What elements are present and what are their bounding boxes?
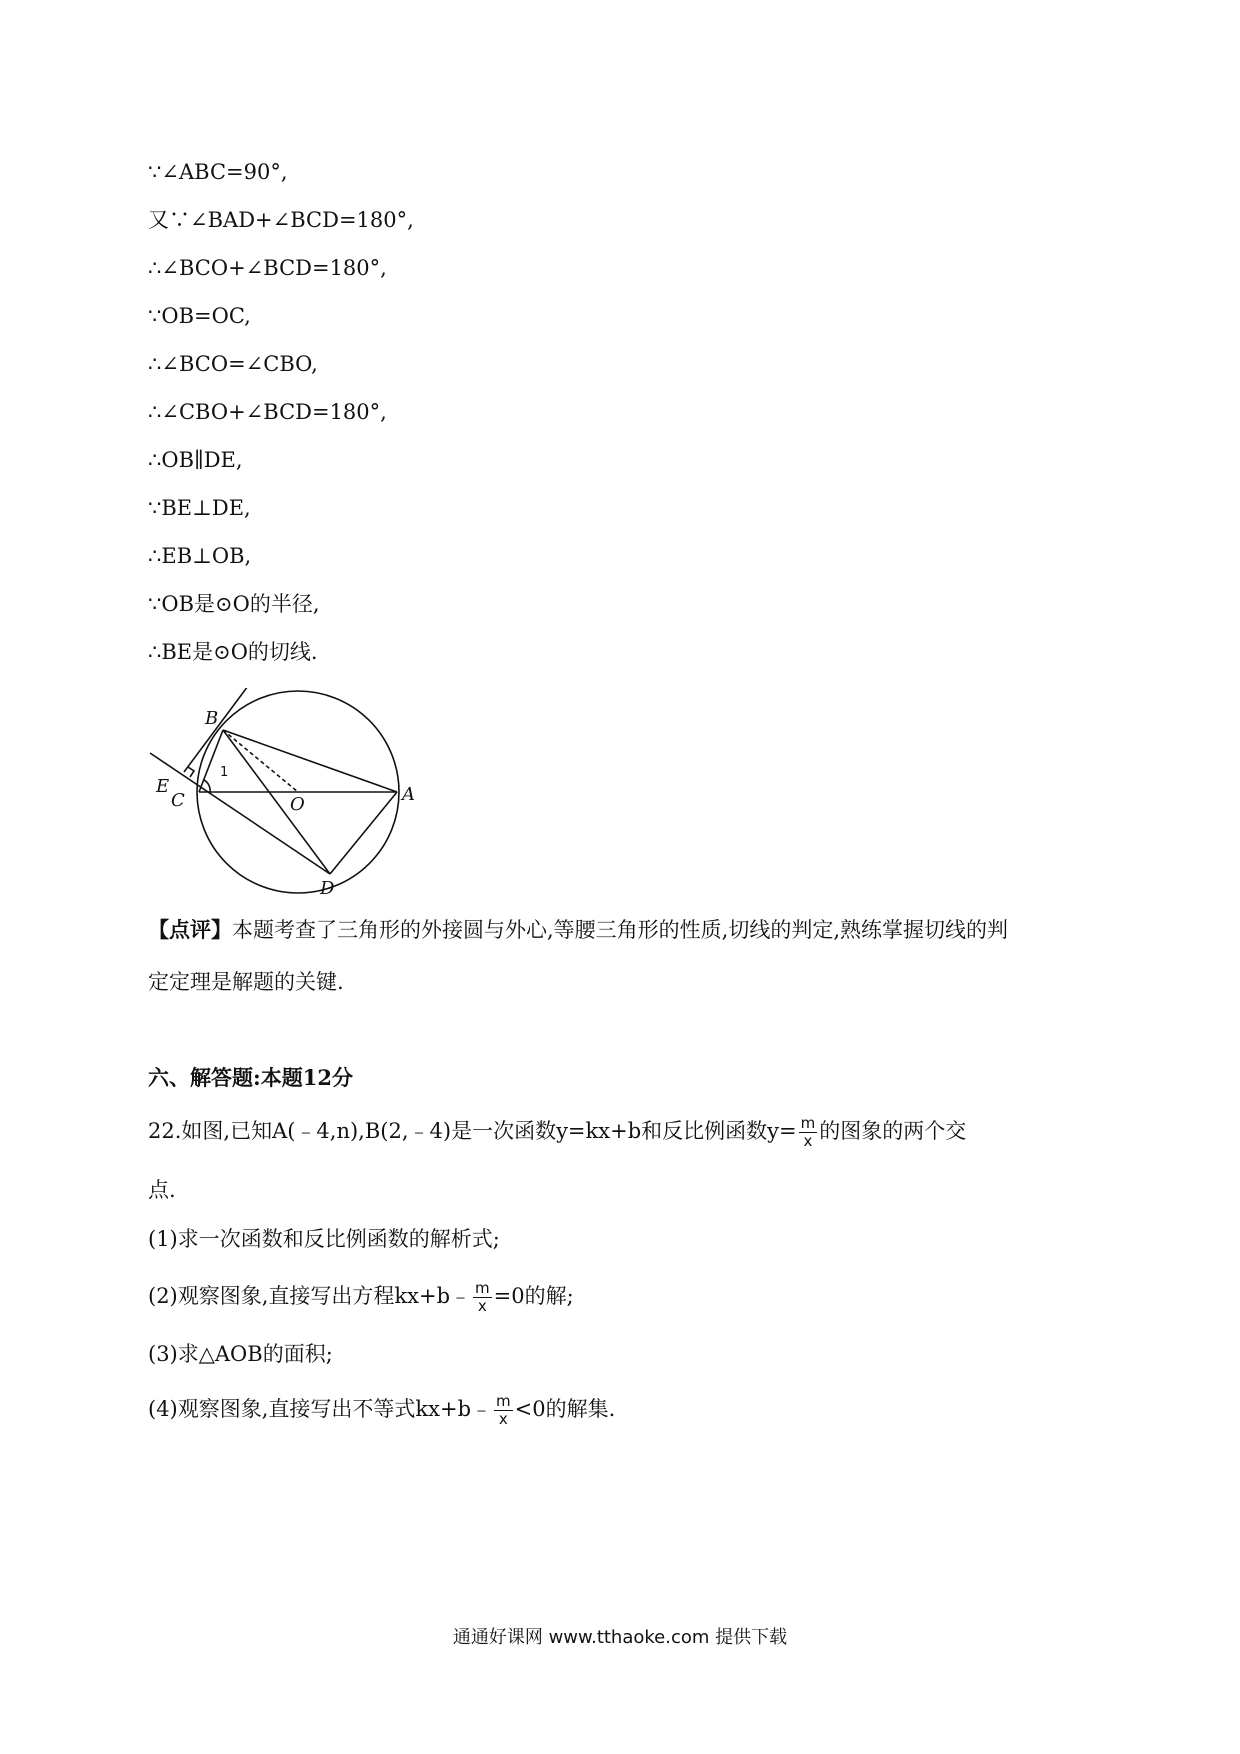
label-c: C bbox=[171, 790, 185, 811]
q22-sub4-part1: (4)观察图象,直接写出不等式kx+b﹣ bbox=[148, 1397, 493, 1421]
segment-ad bbox=[330, 792, 397, 874]
tangent-be bbox=[184, 688, 248, 772]
q22-intro-part2: 的图象的两个交 bbox=[819, 1119, 967, 1143]
label-o: O bbox=[290, 794, 305, 815]
q22-sub2 bbox=[148, 1280, 574, 1315]
label-d: D bbox=[320, 878, 335, 899]
proof-line-1: ∵∠ABC=90°, bbox=[148, 160, 288, 184]
proof-line-5: ∴∠BCO=∠CBO, bbox=[148, 352, 318, 376]
q22-intro-line2: 点. bbox=[148, 1178, 176, 1202]
label-a: A bbox=[402, 784, 415, 805]
label-b: B bbox=[205, 708, 219, 729]
segment-ob-dashed bbox=[223, 730, 298, 792]
fraction-numerator: m bbox=[475, 1279, 490, 1297]
q22-sub2-fraction bbox=[473, 1280, 492, 1315]
fraction-denominator: x bbox=[803, 1132, 813, 1150]
section-heading: 六、解答题:本题12分 bbox=[148, 1065, 353, 1090]
proof-line-8: ∵BE⊥DE, bbox=[148, 496, 251, 520]
fraction-denominator: x bbox=[477, 1297, 487, 1315]
proof-line-3: ∴∠BCO+∠BCD=180°, bbox=[148, 256, 387, 280]
comment-text-1: 本题考查了三角形的外接圆与外心,等腰三角形的性质,切线的判定,熟练掌握切线的判 bbox=[232, 918, 1009, 942]
proof-line-10: ∵OB是⊙O的半径, bbox=[148, 592, 320, 616]
fraction-denominator: x bbox=[498, 1410, 508, 1428]
comment-line-1 bbox=[148, 916, 1008, 944]
q22-sub4 bbox=[148, 1393, 615, 1428]
q22-sub2-part1: (2)观察图象,直接写出方程kx+b﹣ bbox=[148, 1284, 472, 1308]
q22-fraction bbox=[799, 1115, 818, 1150]
proof-line-7: ∴OB∥DE, bbox=[148, 448, 243, 472]
proof-line-6: ∴∠CBO+∠BCD=180°, bbox=[148, 400, 387, 424]
q22-sub2-part2: =0的解; bbox=[493, 1284, 574, 1308]
proof-line-4: ∵OB=OC, bbox=[148, 304, 251, 328]
q22-intro bbox=[148, 1115, 966, 1150]
right-angle-mark bbox=[188, 767, 194, 777]
q22-sub4-fraction bbox=[494, 1393, 513, 1428]
page-footer: 通通好课网 www.tthaoke.com 提供下载 bbox=[452, 1627, 788, 1648]
q22-intro-part1: 22.如图,已知A(﹣4,n),B(2,﹣4)是一次函数y=kx+b和反比例函数y= bbox=[148, 1119, 797, 1143]
label-e: E bbox=[156, 776, 170, 797]
q22-sub4-part2: <0的解集. bbox=[514, 1397, 616, 1421]
proof-line-2: 又∵∠BAD+∠BCD=180°, bbox=[148, 208, 414, 232]
q22-sub1: (1)求一次函数和反比例函数的解析式; bbox=[148, 1227, 500, 1251]
segment-ba bbox=[223, 730, 397, 792]
comment-line-2: 定定理是解题的关键. bbox=[148, 970, 344, 994]
geometry-figure bbox=[144, 688, 424, 900]
fraction-numerator: m bbox=[800, 1114, 816, 1132]
proof-line-11: ∴BE是⊙O的切线. bbox=[148, 640, 318, 664]
segment-bd bbox=[223, 730, 330, 874]
q22-sub3: (3)求△AOB的面积; bbox=[148, 1342, 333, 1366]
comment-tag: 【点评】 bbox=[148, 917, 232, 942]
label-angle-1: 1 bbox=[220, 765, 229, 780]
fraction-numerator: m bbox=[496, 1392, 511, 1410]
proof-line-9: ∴EB⊥OB, bbox=[148, 544, 252, 568]
